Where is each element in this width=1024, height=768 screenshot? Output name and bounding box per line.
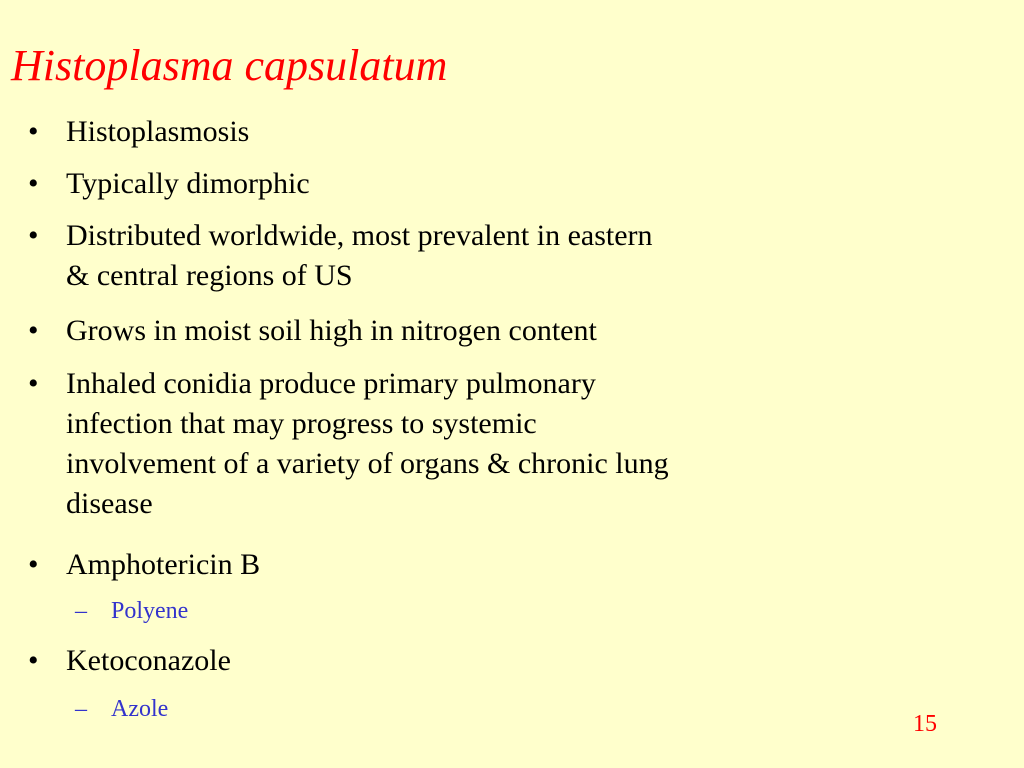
bullet-text: Inhaled conidia produce primary pulmonary infection that may progress to systemic involvement of a variety of organs & chronic lung disease — [66, 367, 669, 520]
sub-bullet-marker: – — [75, 696, 87, 722]
bullet-text: Grows in moist soil high in nitrogen content — [66, 314, 597, 347]
bullet-marker: • — [28, 367, 39, 400]
page-number: 15 — [913, 711, 937, 737]
sub-bullet-marker: – — [75, 598, 87, 624]
bullet-text: Typically dimorphic — [66, 167, 310, 200]
sub-bullet-text: Azole — [111, 696, 169, 722]
bullet-marker: • — [28, 548, 39, 581]
bullet-text: Distributed worldwide, most prevalent in eastern & central regions of US — [66, 219, 653, 292]
bullet-marker: • — [28, 314, 39, 347]
bullet-marker: • — [28, 115, 39, 148]
sub-bullet-text: Polyene — [111, 598, 189, 624]
bullet-text: Ketoconazole — [66, 644, 231, 677]
bullet-marker: • — [28, 219, 39, 252]
bullet-text: Histoplasmosis — [66, 115, 250, 148]
bullet-marker: • — [28, 644, 39, 677]
bullet-text: Amphotericin B — [66, 548, 261, 581]
bullet-marker: • — [28, 167, 39, 200]
slide-title: Histoplasma capsulatum — [11, 41, 448, 90]
